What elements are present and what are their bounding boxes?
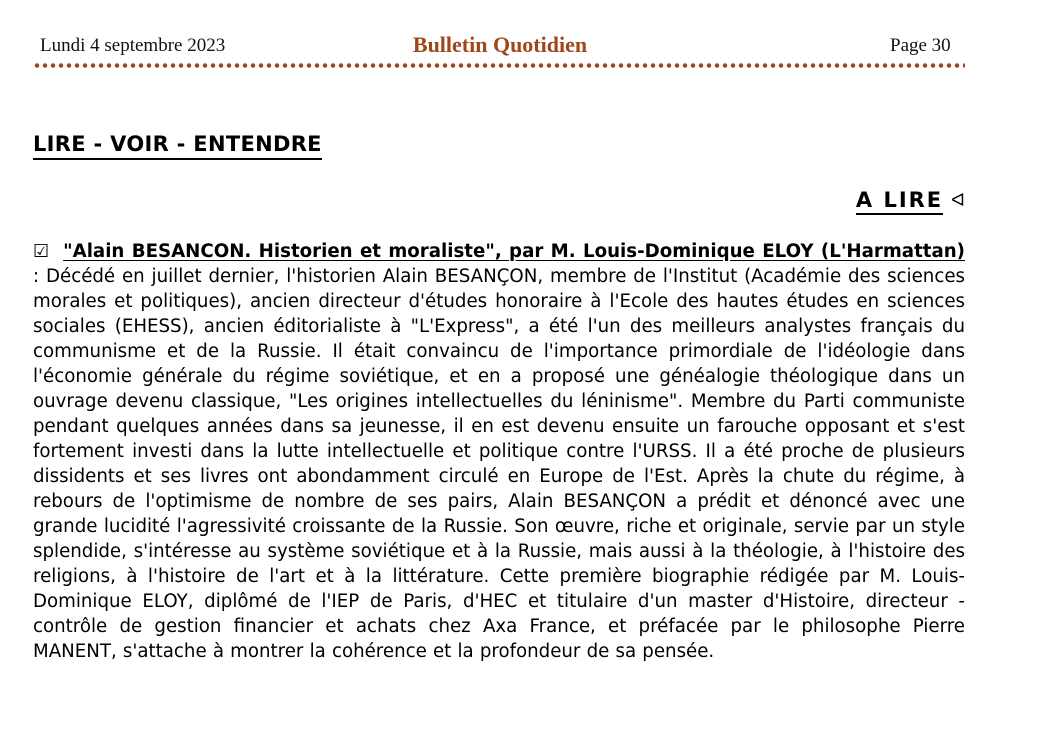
arrow-left-icon: ᐊ xyxy=(951,190,965,211)
subheading: A LIRE xyxy=(856,187,943,215)
page-number: Page 30 xyxy=(890,35,951,56)
title-separator: : xyxy=(33,266,40,287)
article-title: "Alain BESANCON. Historien et moraliste", par M. Louis-Dominique ELOY (L'Harmattan) xyxy=(63,241,965,262)
dotted-divider xyxy=(33,63,965,68)
publication-title: Bulletin Quotidien xyxy=(412,32,588,57)
subheading-group xyxy=(856,187,965,215)
article xyxy=(33,239,965,664)
header-date: Lundi 4 septembre 2023 xyxy=(40,35,226,56)
article-body: Décédé en juillet dernier, l'historien Alain BESANÇON, membre de l'Institut (Académie des sciences morales et politiques), ancien directeur d'études honoraire à l'Ecole des hautes études en sciences sociales (EHESS), ancien éditorialiste à "L'Express", a été l'un des meilleurs analystes français du communisme et de la Russie. Il était convaincu de l'importance primordiale de l'idéologie dans l'économie générale du régime soviétique, et en a proposé une généalogie théologique dans un ouvrage devenu classique, "Les origines intellectuelles du léninisme". Membre du Parti communiste pendant quelques années dans sa jeunesse, il en est devenu ensuite un farouche opposant et s'est fortement investi dans la lutte intellectuelle et politique contre l'URSS. Il a été proche de plusieurs dissidents et ses livres ont abondamment circulé en Europe de l'Est. Après la chute du régime, à rebours de l'optimisme de nombre de ses pairs, Alain BESANÇON a prédit et dénoncé avec une grande lucidité l'agressivité croissante de la Russie. Son œuvre, riche et originale, servie par un style splendide, s'intéresse au système soviétique et à la Russie, mais aussi à la théologie, à l'histoire des religions, à l'histoire de l'art et à la littérature. Cette première biographie rédigée par M. Louis-Dominique ELOY, diplômé de l'IEP de Paris, d'HEC et titulaire d'un master d'Histoire, directeur - contrôle de gestion financier et achats chez Axa France, et préfacée par le philosophe Pierre MANENT, s'attache à montrer la cohérence et la profondeur de sa pensée. xyxy=(33,266,965,662)
checked-box-icon: ☑ xyxy=(33,241,50,262)
section-heading: LIRE - VOIR - ENTENDRE xyxy=(33,131,322,160)
